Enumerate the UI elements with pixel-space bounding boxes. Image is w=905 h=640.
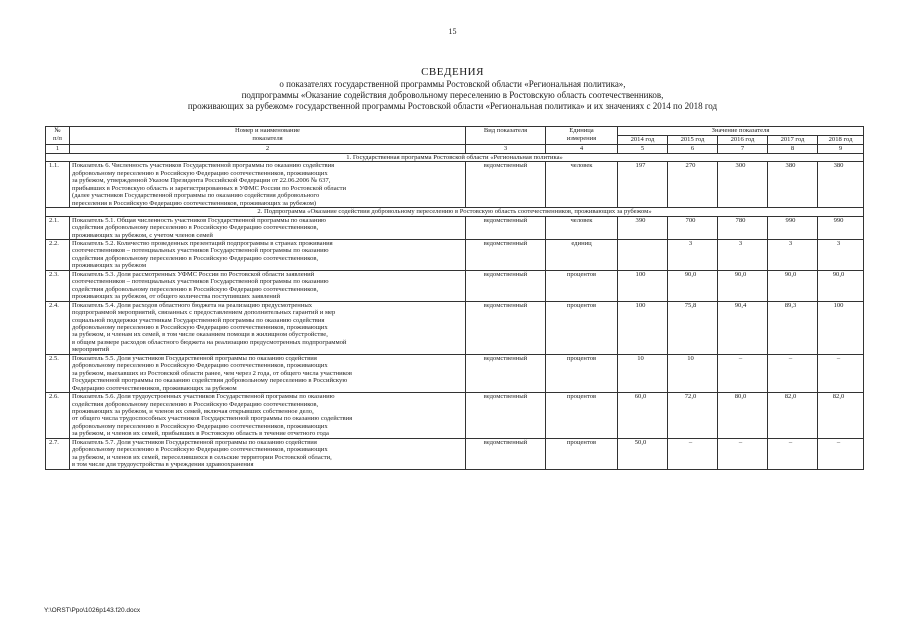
header-number: № п/п — [46, 127, 70, 145]
indicator-value: 3 — [718, 239, 768, 270]
header-year: 2014 год — [618, 136, 668, 145]
indicator-value: 300 — [718, 162, 768, 208]
indicator-name — [70, 216, 466, 239]
indicator-name-line: добровольному переселению в Российскую Федерацию соотечественников, проживающих — [72, 323, 328, 331]
indicator-name-line: содействия добровольному переселению в Российскую Федерацию соотечественников, — [72, 285, 319, 293]
indicator-name-line: добровольному переселению в Российскую Федерацию соотечественников, проживающих — [72, 446, 328, 454]
indicator-name-line: прибывших в Ростовскую область и зарегистрированных в УФМС России по Ростовской области — [72, 184, 346, 192]
document-heading — [0, 66, 905, 112]
indicator-name-line: в общем размере расходов областного бюджета на реализацию предусмотренных подпрограммой — [72, 338, 347, 346]
indicator-value: 3 — [668, 239, 718, 270]
row-number: 2.3. — [46, 270, 70, 301]
column-number: 4 — [546, 145, 618, 154]
subtitle-line: о показателях государственной программы Ростовской области «Региональная политика», — [279, 79, 626, 89]
indicator-value: 72,0 — [668, 393, 718, 439]
table-row — [46, 270, 864, 301]
indicator-unit: процентов — [546, 354, 618, 392]
indicator-value — [618, 239, 668, 270]
indicator-name-line: от общего числа трудоспособных участников Государственной программы по оказанию содействия — [72, 415, 353, 423]
indicator-name-line: добровольному переселению в Российскую Федерацию соотечественников, проживающих — [72, 422, 328, 430]
header-kind: Вид показателя — [466, 127, 546, 145]
indicator-name-line: соотечественников – потенциальных участников Государственной программы по оказанию — [72, 278, 329, 286]
indicator-kind: ведомственный — [466, 162, 546, 208]
column-number: 3 — [466, 145, 546, 154]
indicator-kind: ведомственный — [466, 354, 546, 392]
indicator-name-line: Показатель 5.6. Доля трудоустроенных участников Государственной программы по оказанию — [72, 393, 335, 401]
indicator-kind: ведомственный — [466, 438, 546, 469]
indicator-value: 100 — [618, 270, 668, 301]
indicator-value: 3 — [818, 239, 864, 270]
indicator-value: – — [818, 438, 864, 469]
indicator-name-line: проживающих за рубежом — [72, 262, 147, 270]
indicator-kind: ведомственный — [466, 239, 546, 270]
indicator-value: 82,0 — [768, 393, 818, 439]
row-number: 2.1. — [46, 216, 70, 239]
indicator-value: 380 — [818, 162, 864, 208]
indicator-unit: человек — [546, 216, 618, 239]
column-number: 2 — [70, 145, 466, 154]
section-row — [46, 154, 864, 162]
indicator-name-line: содействия добровольному переселению в Российскую Федерацию соотечественников, — [72, 254, 319, 262]
indicator-value: 780 — [718, 216, 768, 239]
indicator-name — [70, 239, 466, 270]
indicator-value: 100 — [618, 301, 668, 354]
indicator-value: 60,0 — [618, 393, 668, 439]
indicator-name-line: подпрограммой мероприятий, связанных с предоставлением дополнительных гарантий и мер — [72, 309, 336, 317]
indicator-value: 390 — [618, 216, 668, 239]
header-year: 2015 год — [668, 136, 718, 145]
indicator-name-line: содействия добровольному переселению в Российскую Федерацию соотечественников, — [72, 400, 319, 408]
indicator-name-line: Показатель 6. Численность участников Государственной программы по оказанию содействия — [72, 162, 335, 170]
table-row — [46, 393, 864, 439]
indicator-value: – — [718, 354, 768, 392]
row-number: 2.4. — [46, 301, 70, 354]
column-number: 1 — [46, 145, 70, 154]
indicator-name-line: проживающих за рубежом, с учетом членов семей — [72, 231, 213, 239]
indicator-name-line: проживающих за рубежом, от общего количества поступивших заявлений — [72, 293, 281, 301]
indicator-value: 75,8 — [668, 301, 718, 354]
row-number: 2.7. — [46, 438, 70, 469]
indicator-name-line: Государственной программы по оказанию содействия добровольному переселению в Российскую — [72, 377, 348, 385]
row-number: 2.5. — [46, 354, 70, 392]
indicator-value: 380 — [768, 162, 818, 208]
table-row — [46, 216, 864, 239]
indicator-kind: ведомственный — [466, 393, 546, 439]
indicator-name-line: социальной поддержки участникам Государственной программы по оказанию содействия — [72, 316, 325, 324]
indicator-value: 100 — [818, 301, 864, 354]
indicator-name-line: Показатель 5.5. Доля участников Государственной программы по оказанию содействия — [72, 354, 317, 362]
row-number: 2.2. — [46, 239, 70, 270]
indicator-value: 10 — [668, 354, 718, 392]
section-row — [46, 208, 864, 216]
indicator-value: 80,0 — [718, 393, 768, 439]
indicator-value: – — [668, 438, 718, 469]
indicator-unit: процентов — [546, 438, 618, 469]
subtitle-line: проживающих за рубежом» государственной программы Ростовской области «Региональная политика» и их значениях с 2014 по 2018 год — [187, 101, 718, 111]
indicator-value: 197 — [618, 162, 668, 208]
column-number: 8 — [768, 145, 818, 154]
section-title: 1. Государственная программа Ростовской области «Региональная политика» — [46, 154, 864, 162]
row-number: 1.1. — [46, 162, 70, 208]
indicator-name-line: за рубежом, и членов их семей, прибывших в Ростовскую область в течение отчетного года — [72, 430, 329, 438]
subtitle-line: подпрограммы «Оказание содействия добровольному переселению в Ростовскую область соотечественников, — [241, 90, 664, 100]
table-row — [46, 354, 864, 392]
indicator-name-line: Показатель 5.3. Доля рассмотренных УФМС России по Ростовской области заявлений — [72, 270, 315, 278]
header-year: 2017 год — [768, 136, 818, 145]
indicator-name — [70, 270, 466, 301]
indicator-name-line: добровольному переселению в Российскую Федерацию соотечественников, проживающих — [72, 169, 328, 177]
indicator-name-line: в том числе для трудоустройства в учреждения здравоохранения — [72, 461, 254, 469]
indicator-name-line: Показатель 5.7. Доля участников Государственной программы по оказанию содействия — [72, 438, 317, 446]
section-title: 2. Подпрограмма «Оказание содействия добровольному переселению в Ростовскую область соотечественников, проживающих за рубежом» — [46, 208, 864, 216]
indicator-name — [70, 354, 466, 392]
indicators-table — [45, 126, 864, 470]
column-number: 7 — [718, 145, 768, 154]
indicator-value: – — [768, 438, 818, 469]
indicator-name — [70, 162, 466, 208]
indicator-name-line: Показатель 5.4. Доля расходов областного бюджета на реализацию предусмотренных — [72, 301, 313, 309]
indicator-name — [70, 301, 466, 354]
indicator-unit: процентов — [546, 301, 618, 354]
table-row — [46, 162, 864, 208]
indicator-value: 990 — [768, 216, 818, 239]
header-year: 2016 год — [718, 136, 768, 145]
indicator-name-line: проживающих за рубежом, и членов их семей, включая открывших собственное дело, — [72, 407, 314, 415]
indicator-name-line: за рубежом, и членам их семей, в том числе оказанием помощи в жилищном обустройстве, — [72, 331, 328, 339]
indicator-value: 270 — [668, 162, 718, 208]
indicator-name-line: (далее участников Государственной программы по оказанию содействия добровольного — [72, 192, 320, 200]
indicator-kind: ведомственный — [466, 216, 546, 239]
indicator-name-line: за рубежом, утвержденной Указом Президента Российской Федерации от 22.06.2006 № 637, — [72, 177, 331, 185]
document-title: СВЕДЕНИЯ — [421, 66, 484, 78]
header-unit: Единица измерения — [546, 127, 618, 145]
indicator-value: 90,0 — [818, 270, 864, 301]
indicator-name-line: за рубежом, выехавших из Ростовской области ранее, чем через 2 года, от общего числа участников — [72, 369, 352, 377]
row-number: 2.6. — [46, 393, 70, 439]
indicator-name-line: соотечественников – потенциальных участников Государственной программы по оказанию — [72, 247, 329, 255]
indicator-value: 89,3 — [768, 301, 818, 354]
indicator-value: 90,0 — [668, 270, 718, 301]
indicator-value: 3 — [768, 239, 818, 270]
indicator-value: – — [768, 354, 818, 392]
indicator-unit: процентов — [546, 270, 618, 301]
indicator-value: – — [718, 438, 768, 469]
header-values-group: Значение показателя — [618, 127, 864, 136]
column-number: 6 — [668, 145, 718, 154]
indicator-name-line: переселения в Российскую Федерацию соотечественников, проживающих за рубежом) — [72, 199, 317, 207]
column-numbers-row — [46, 145, 864, 154]
indicator-name-line: добровольному переселению в Российскую Федерацию соотечественников, проживающих — [72, 362, 328, 370]
indicator-value: 82,0 — [818, 393, 864, 439]
table-header-row — [46, 127, 864, 136]
page-number: 15 — [448, 27, 457, 36]
indicator-name-line: Федерацию соотечественников, проживающих за рубежом — [72, 384, 237, 392]
indicator-value: 90,0 — [718, 270, 768, 301]
indicator-unit: человек — [546, 162, 618, 208]
indicator-name-line: за рубежом, и членов их семей, переселившихся в сельские территории Ростовской области, — [72, 453, 332, 461]
indicator-unit: единиц — [546, 239, 618, 270]
indicator-value: 90,0 — [768, 270, 818, 301]
table-row — [46, 301, 864, 354]
indicator-name-line: содействия добровольному переселению в Российскую Федерацию соотечественников, — [72, 224, 319, 232]
column-number: 5 — [618, 145, 668, 154]
indicator-name — [70, 393, 466, 439]
indicator-value: – — [818, 354, 864, 392]
table-row — [46, 438, 864, 469]
indicator-value: 50,0 — [618, 438, 668, 469]
indicator-value: 700 — [668, 216, 718, 239]
indicator-value: 990 — [818, 216, 864, 239]
indicator-kind: ведомственный — [466, 270, 546, 301]
file-path-footer: Y:\ORST\Ppo\1026p143.f20.docx — [44, 607, 141, 614]
indicator-value: 90,4 — [718, 301, 768, 354]
header-name: Номер и наименование показателя — [70, 127, 466, 145]
indicator-kind: ведомственный — [466, 301, 546, 354]
indicator-name-line: Показатель 5.2. Количество проведенных презентаций подпрограммы в странах проживания — [72, 239, 333, 247]
column-number: 9 — [818, 145, 864, 154]
header-year: 2018 год — [818, 136, 864, 145]
indicator-name — [70, 438, 466, 469]
indicator-unit: процентов — [546, 393, 618, 439]
indicator-name-line: мероприятий — [72, 346, 110, 354]
indicator-value: 10 — [618, 354, 668, 392]
indicator-name-line: Показатель 5.1. Общая численность участников Государственной программы по оказанию — [72, 216, 326, 224]
table-row — [46, 239, 864, 270]
